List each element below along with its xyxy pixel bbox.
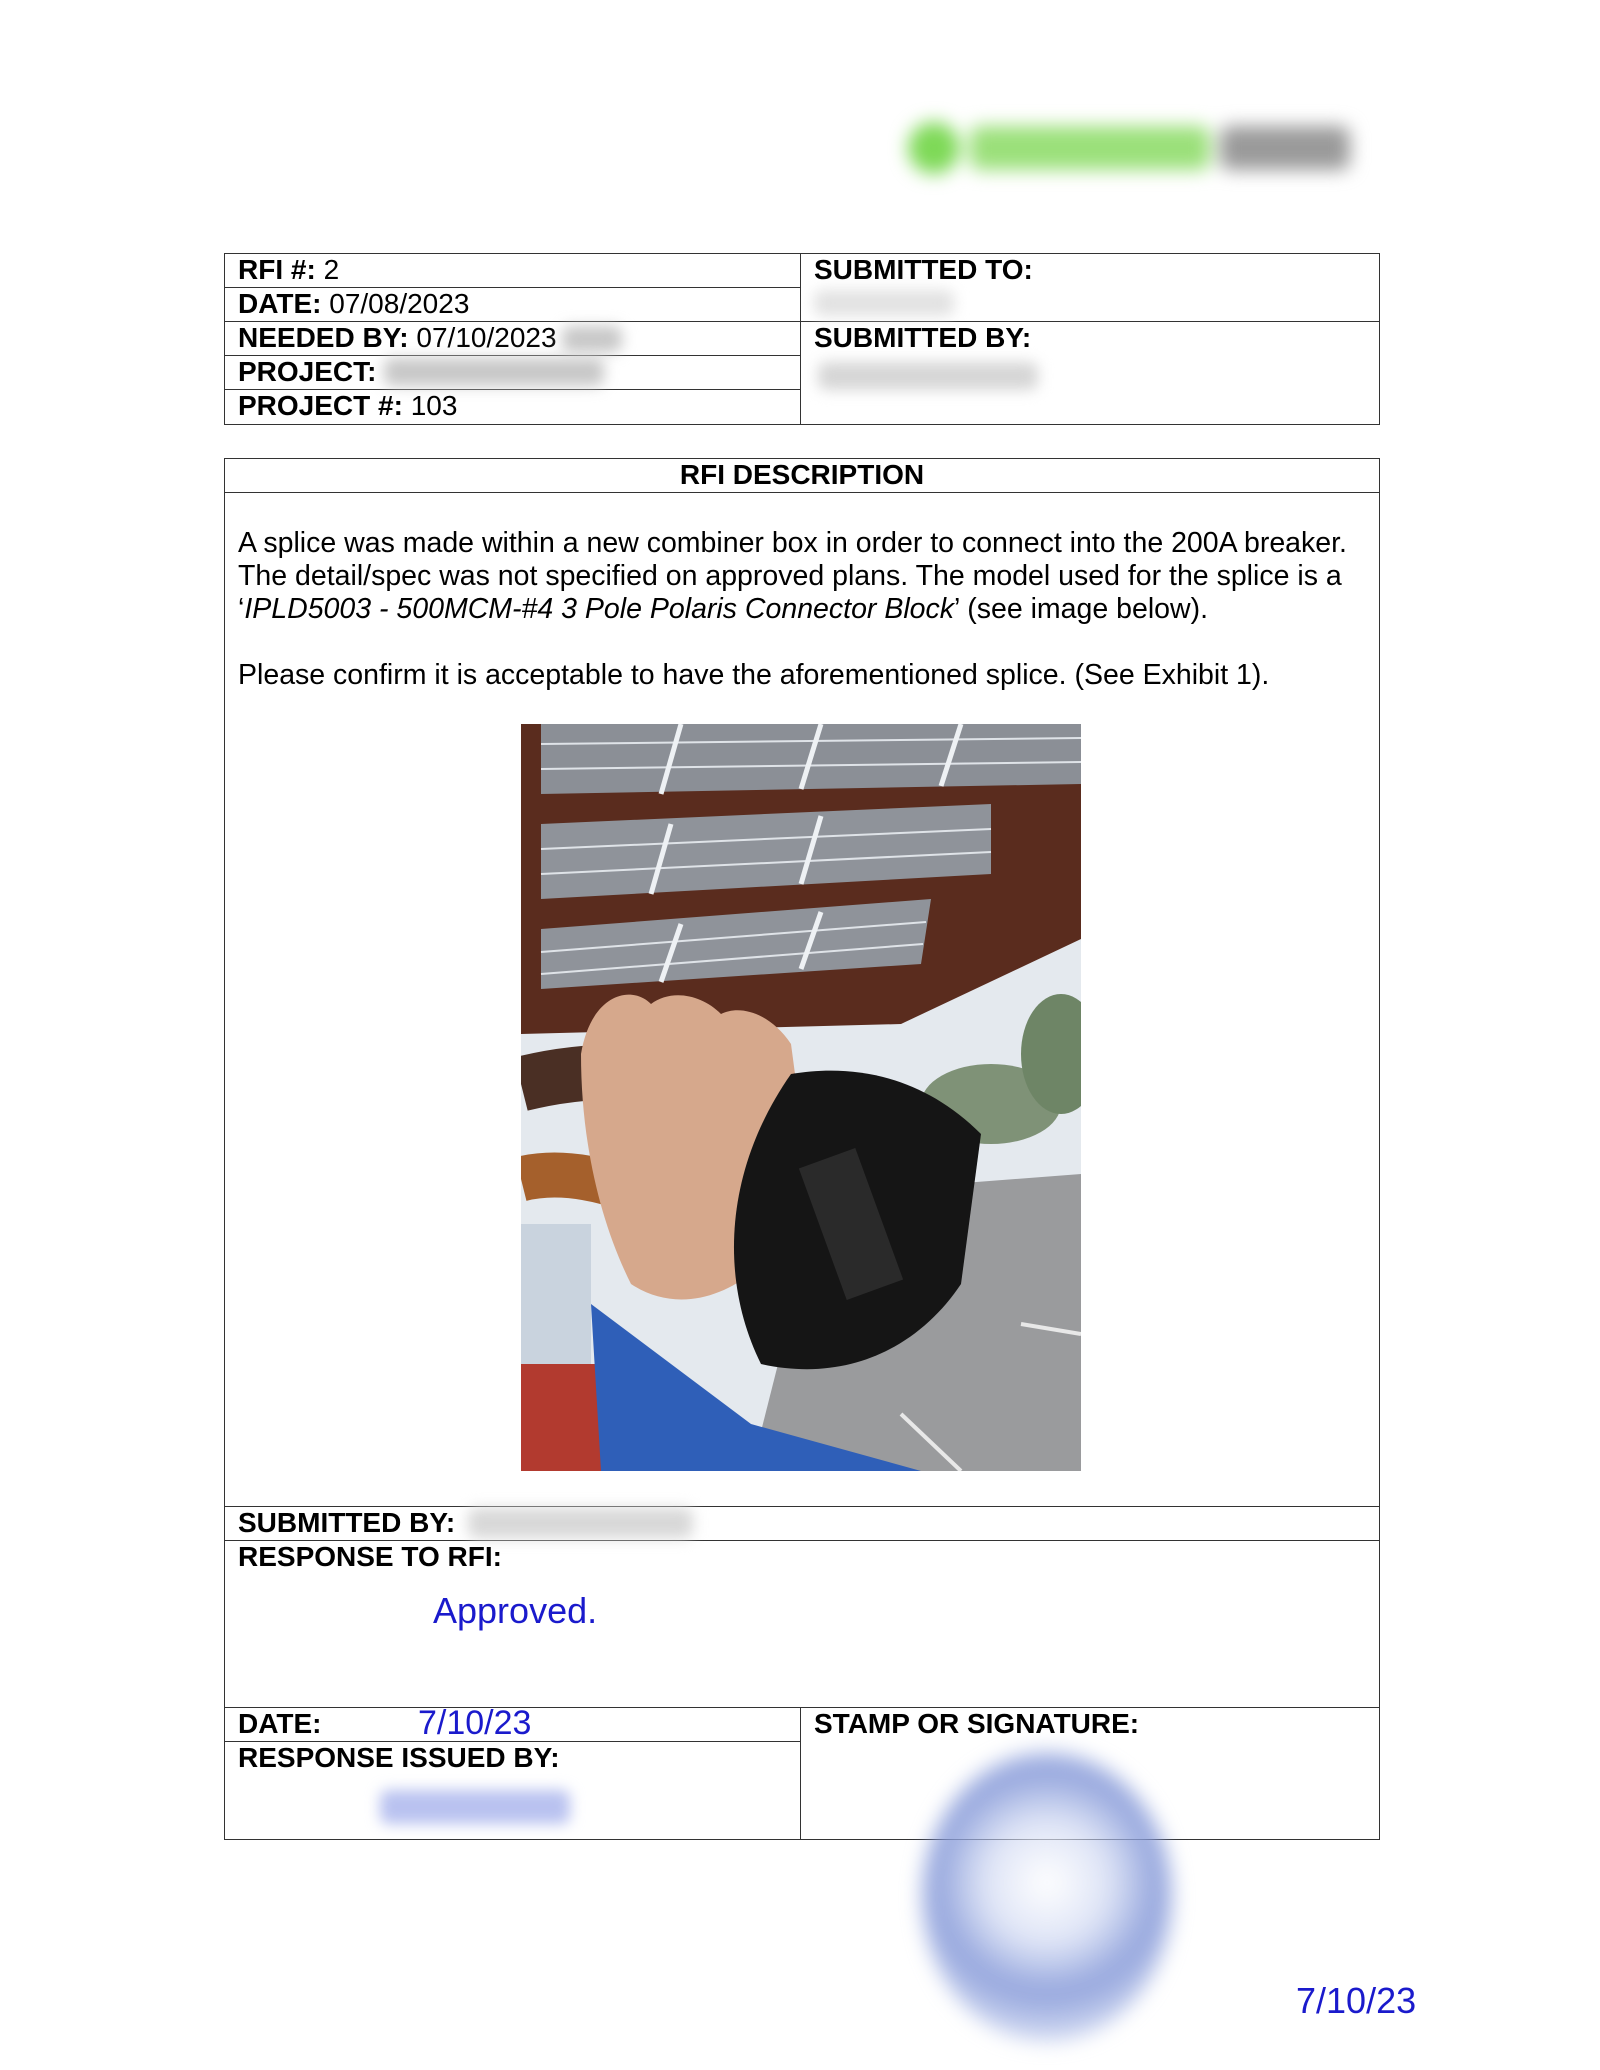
response-date-label: DATE:: [238, 1708, 322, 1739]
redacted-submitted-by: [818, 362, 1038, 390]
response-submitted-by-field: SUBMITTED BY:: [238, 1507, 456, 1538]
company-logo: [900, 112, 1360, 184]
stamp-date: 7/10/23: [1296, 1980, 1417, 2021]
response-issued-by-label: RESPONSE ISSUED BY:: [238, 1742, 560, 1773]
rfi-description-title: RFI DESCRIPTION: [679, 459, 925, 490]
response-date-value: 7/10/23: [418, 1704, 532, 1742]
stamp-or-signature-label: STAMP OR SIGNATURE:: [814, 1708, 1140, 1739]
rfi-number-field: RFI #: 2: [238, 254, 340, 285]
redacted-response-submitted-by: [468, 1508, 693, 1538]
submitted-by-field: SUBMITTED BY:: [814, 322, 1032, 353]
redacted-submitted-to: [814, 290, 954, 316]
description-line-3: ‘IPLD5003 - 500MCM-#4 3 Pole Polaris Connector Block’ (see image below).: [238, 593, 1208, 625]
exhibit-photo: [521, 724, 1081, 1471]
description-line-4: Please confirm it is acceptable to have the aforementioned splice. (See Exhibit 1).: [238, 659, 1270, 691]
needed-by-field: NEEDED BY: 07/10/2023: [238, 322, 557, 353]
submitted-to-field: SUBMITTED TO:: [814, 254, 1033, 285]
redacted-project-name: [384, 358, 604, 386]
redacted-issued-by-signature: [380, 1790, 570, 1824]
engineer-stamp: [922, 1752, 1172, 2042]
response-text: Approved.: [433, 1590, 598, 1631]
project-number-field: PROJECT #: 103: [238, 390, 458, 421]
description-line-1: A splice was made within a new combiner box in order to connect into the 200A breaker.: [238, 527, 1347, 559]
project-field: PROJECT:: [238, 356, 377, 387]
response-to-rfi-label: RESPONSE TO RFI:: [238, 1541, 502, 1572]
date-field: DATE: 07/08/2023: [238, 288, 470, 319]
description-line-2: The detail/spec was not specified on approved plans. The model used for the splice is a: [238, 560, 1342, 592]
redacted-needed-by-extra: [562, 326, 622, 352]
